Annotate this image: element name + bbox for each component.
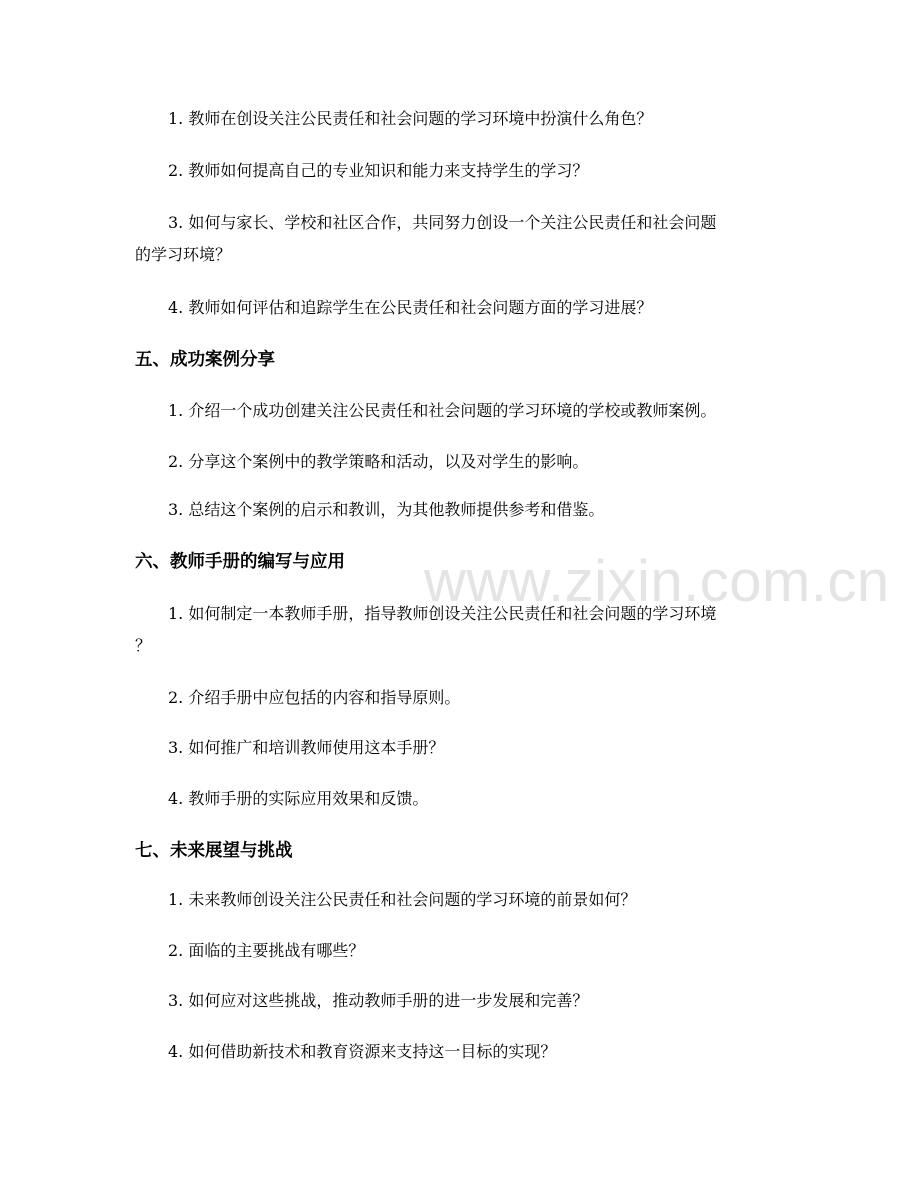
list-item: 2. 分享这个案例中的教学策略和活动，以及对学生的影响。	[168, 452, 589, 471]
list-item: 3. 如何推广和培训教师使用这本手册？	[168, 738, 445, 757]
section-heading: 五、成功案例分享	[135, 350, 275, 370]
list-item: 4. 如何借助新技术和教育资源来支持这一目标的实现？	[168, 1042, 557, 1061]
list-item-continuation: ？	[135, 636, 152, 655]
watermark: www.zixin.com.cn	[424, 549, 890, 614]
list-item: 3. 总结这个案例的启示和教训，为其他教师提供参考和借鉴。	[168, 500, 605, 519]
section-heading: 七、未来展望与挑战	[135, 841, 293, 861]
list-item: 1. 介绍一个成功创建关注公民责任和社会问题的学习环境的学校或教师案例。	[168, 401, 717, 420]
list-item: 1. 未来教师创设关注公民责任和社会问题的学习环境的前景如何？	[168, 890, 637, 909]
list-item: 4. 教师如何评估和追踪学生在公民责任和社会问题方面的学习进展？	[168, 298, 653, 317]
list-item: 1. 如何制定一本教师手册，指导教师创设关注公民责任和社会问题的学习环境	[168, 604, 717, 623]
list-item: 3. 如何应对这些挑战，推动教师手册的进一步发展和完善？	[168, 991, 589, 1010]
list-item: 3. 如何与家长、学校和社区合作，共同努力创设一个关注公民责任和社会问题	[168, 213, 717, 232]
list-item: 2. 介绍手册中应包括的内容和指导原则。	[168, 688, 461, 707]
list-item-continuation: 的学习环境？	[135, 245, 232, 264]
list-item: 2. 教师如何提高自己的专业知识和能力来支持学生的学习？	[168, 161, 589, 180]
section-heading: 六、教师手册的编写与应用	[135, 552, 345, 572]
list-item: 1. 教师在创设关注公民责任和社会问题的学习环境中扮演什么角色？	[168, 109, 653, 128]
list-item: 4. 教师手册的实际应用效果和反馈。	[168, 789, 429, 808]
list-item: 2. 面临的主要挑战有哪些？	[168, 941, 365, 960]
